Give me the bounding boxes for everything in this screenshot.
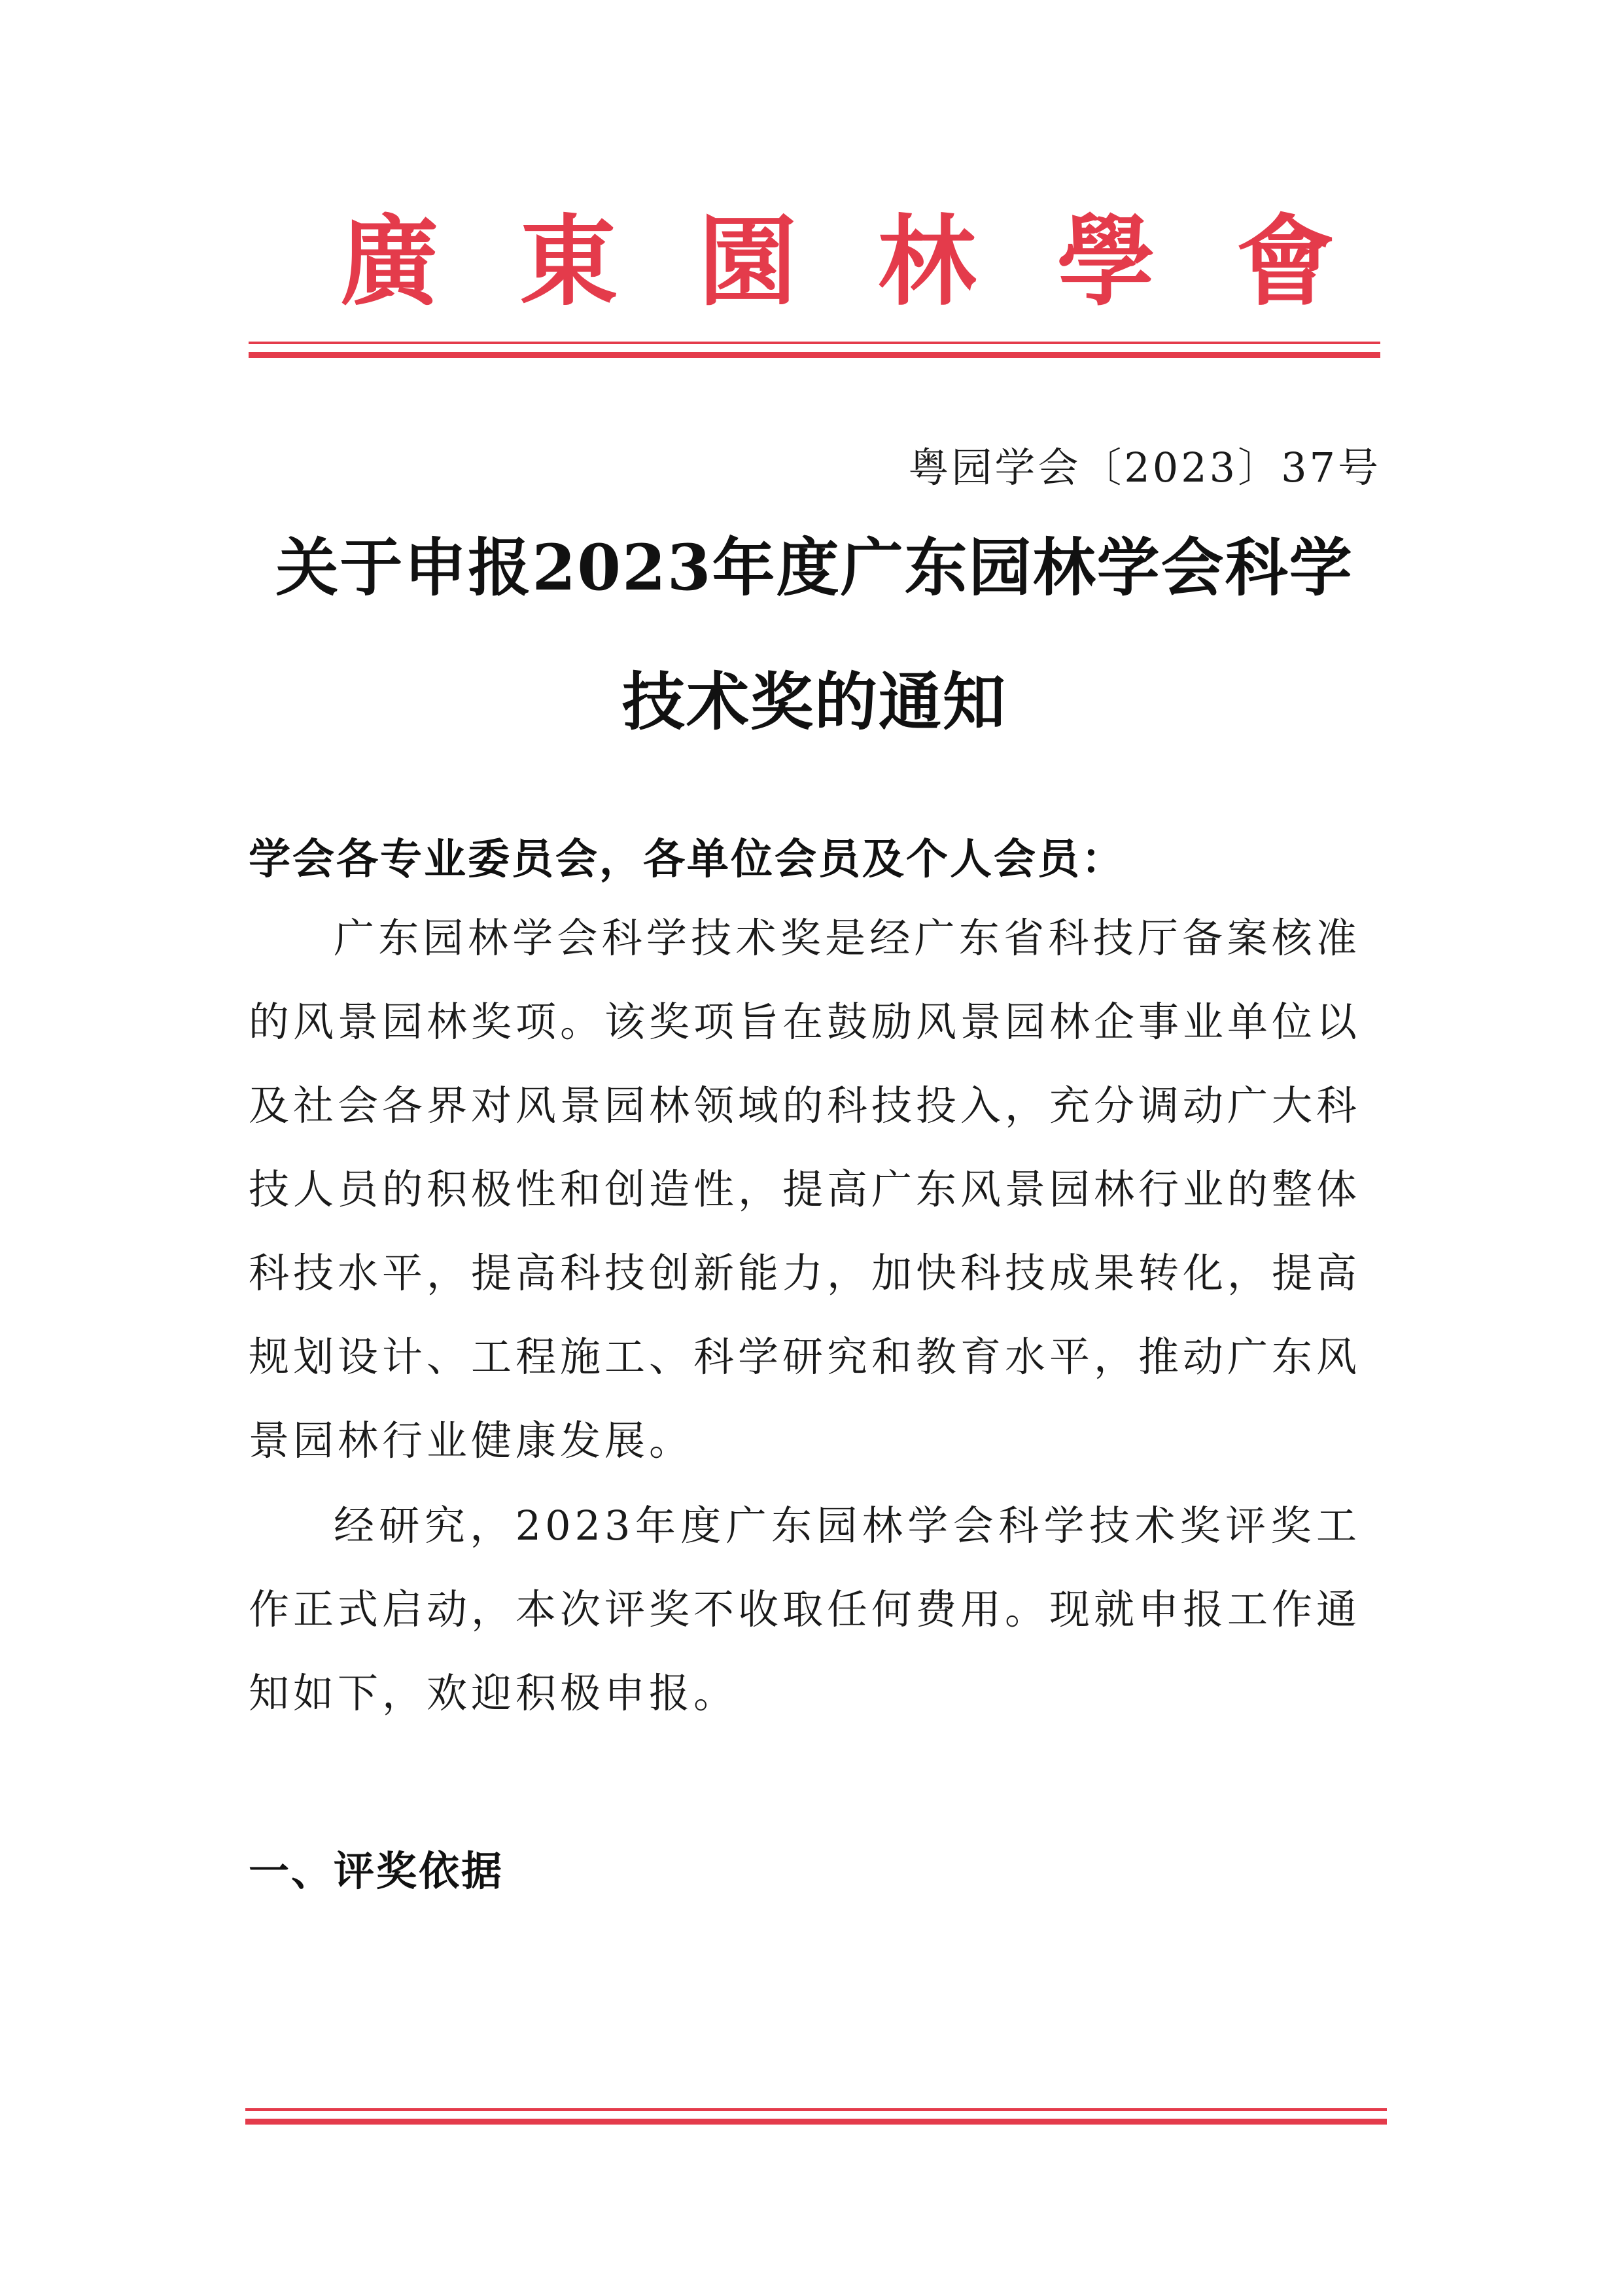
letterhead-char: 東 xyxy=(519,204,618,319)
letterhead-char: 學 xyxy=(1056,204,1155,319)
letterhead-rule-thin xyxy=(249,342,1380,344)
body-paragraph: 广东园林学会科学技术奖是经广东省科技厅备案核准的风景园林奖项。该奖项旨在鼓励风景园林企事业单位以及社会各界对风景园林领域的科技投入，充分调动广大科技人员的积极性和创造性，提高广东风景园林行业的整体科技水平，提高科技创新能力，加快科技成果转化，提高规划设计、工程施工、科学研究和教育水平，推动广东风景园林行业健康发展。 xyxy=(249,914,1361,1464)
letterhead-char: 林 xyxy=(877,204,976,319)
footer-rule-thin xyxy=(245,2108,1387,2111)
letterhead-title xyxy=(249,196,1380,327)
letterhead xyxy=(249,196,1380,366)
footer-rules xyxy=(245,2108,1387,2134)
letterhead-char: 會 xyxy=(1236,204,1335,319)
letterhead-char: 廣 xyxy=(340,204,439,319)
section-heading: 一、评奖依据 xyxy=(249,1847,504,1895)
document-title-line1: 关于申报2023年度广东园林学会科学 xyxy=(275,531,1353,605)
document-number: 粤园学会〔2023〕37号 xyxy=(908,444,1381,491)
document-title-line2: 技术奖的通知 xyxy=(622,665,1007,739)
footer-rule-thick xyxy=(245,2119,1387,2125)
salutation: 学会各专业委员会，各单位会员及个人会员： xyxy=(249,836,1125,884)
letterhead-rule-thick xyxy=(249,352,1380,358)
body-paragraph: 经研究，2023年度广东园林学会科学技术奖评奖工作正式启动，本次评奖不收取任何费用。现就申报工作通知如下，欢迎积极申报。 xyxy=(249,1502,1361,1717)
letterhead-char: 園 xyxy=(698,204,797,319)
